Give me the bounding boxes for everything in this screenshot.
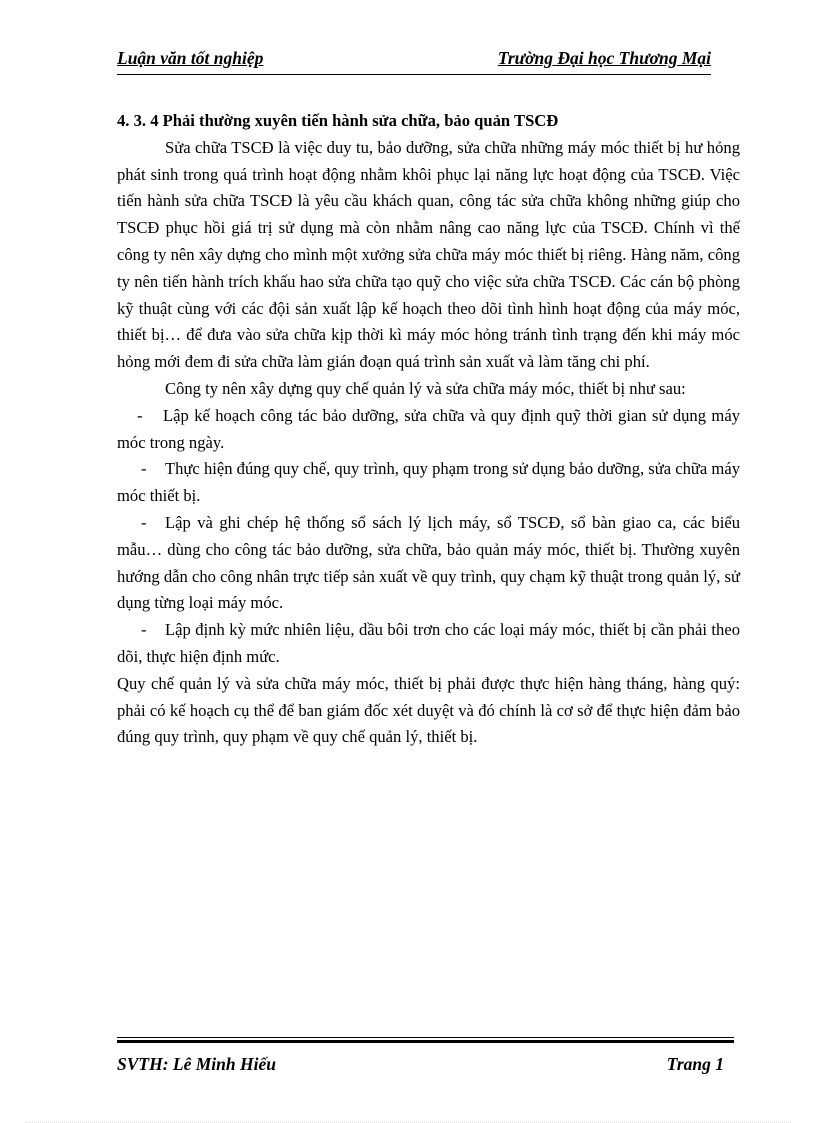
bullet-text: Lập định kỳ mức nhiên liệu, dầu bôi trơn cho các loại máy móc, thiết bị cần phải theo dõi, thực hiện định mức. <box>117 620 740 666</box>
page-footer <box>117 1054 724 1078</box>
page-body <box>117 108 740 751</box>
footer-rule-thick <box>117 1040 734 1043</box>
footer-page-number: Trang 1 <box>666 1054 724 1074</box>
paragraph-conclusion: Quy chế quản lý và sửa chữa máy móc, thiết bị phải được thực hiện hàng tháng, hàng quý: phải có kế hoạch cụ thể để ban giám đốc xét duyệt và đó chính là cơ sở để thực hiện đảm bảo đúng quy trình, quy phạm về quy chế quản lý, thiết bị. <box>117 673 740 747</box>
bullet-dash: - <box>141 620 147 640</box>
bullet-item <box>117 510 740 617</box>
bullet-text: Thực hiện đúng quy chế, quy trình, quy phạm trong sử dụng bảo dưỡng, sửa chữa máy móc thiết bị. <box>117 459 740 506</box>
header-divider <box>117 74 711 75</box>
section-heading: 4. 3. 4 Phải thường xuyên tiến hành sửa chữa, bảo quản TSCĐ <box>117 111 559 130</box>
footer-student-name: SVTH: Lê Minh Hiếu <box>117 1054 276 1074</box>
bullet-item <box>117 403 740 457</box>
page-header <box>117 48 711 72</box>
bullet-text: Lập và ghi chép hệ thống sổ sách lý lịch máy, sổ TSCĐ, sổ bàn giao ca, các biểu mẫu… dùng cho công tác bảo dưỡng, sửa chữa, bảo quản máy móc, thiết bị. Thường xuyên hướng dẫn cho công nhân trực tiếp sản xuất về quy trình, quy chạm kỹ thuật trong quản lý, sử dụng từng loại máy móc. <box>117 512 740 613</box>
header-thesis-title: Luận văn tốt nghiệp <box>117 48 264 68</box>
bullet-dash: - <box>141 459 147 479</box>
bullet-item <box>117 617 740 671</box>
paragraph-intro: Sửa chữa TSCĐ là việc duy tu, bảo dưỡng, sửa chữa những máy móc thiết bị hư hỏng phát sinh trong quá trình hoạt động nhằm khôi phục lại năng lực hoạt động của TSCĐ. Việc tiến hành sửa chữa TSCĐ là yêu cầu khách quan, công tác sửa chữa không những giúp cho TSCĐ phục hồi giá trị sử dụng mà còn nhằm nâng cao năng lực của TSCĐ. Chính vì thế công ty nên xây dựng cho mình một xưởng sửa chữa máy móc thiết bị riêng. Hàng năm, công ty nên tiến hành trích khấu hao sửa chữa tạo quỹ cho việc sửa chữa TSCĐ. Các cán bộ phòng kỹ thuật cùng với các đội sản xuất lập kế hoạch theo dõi tình hình hoạt động của máy móc, thiết bị… để đưa vào sửa chữa kịp thời kì máy móc hỏng tránh tình trạng đến khi máy móc hỏng mới đem đi sửa chữa làm gián đoạn quá trình sản xuất và làm tăng chi phí. <box>117 137 740 372</box>
paragraph-regulation-intro: Công ty nên xây dựng quy chế quản lý và sửa chữa máy móc, thiết bị như sau: <box>165 378 686 398</box>
footer-divider <box>117 1037 734 1043</box>
bullet-dash: - <box>141 512 147 532</box>
bullet-dash: - <box>137 405 143 425</box>
header-university-name: Trường Đại học Thương Mại <box>497 48 711 68</box>
bullet-text: Lập kế hoạch công tác bảo dưỡng, sửa chữa và quy định quỹ thời gian sử dụng máy móc trong ngày. <box>117 405 740 452</box>
footer-rule-thin <box>117 1037 734 1038</box>
bullet-item <box>117 456 740 510</box>
